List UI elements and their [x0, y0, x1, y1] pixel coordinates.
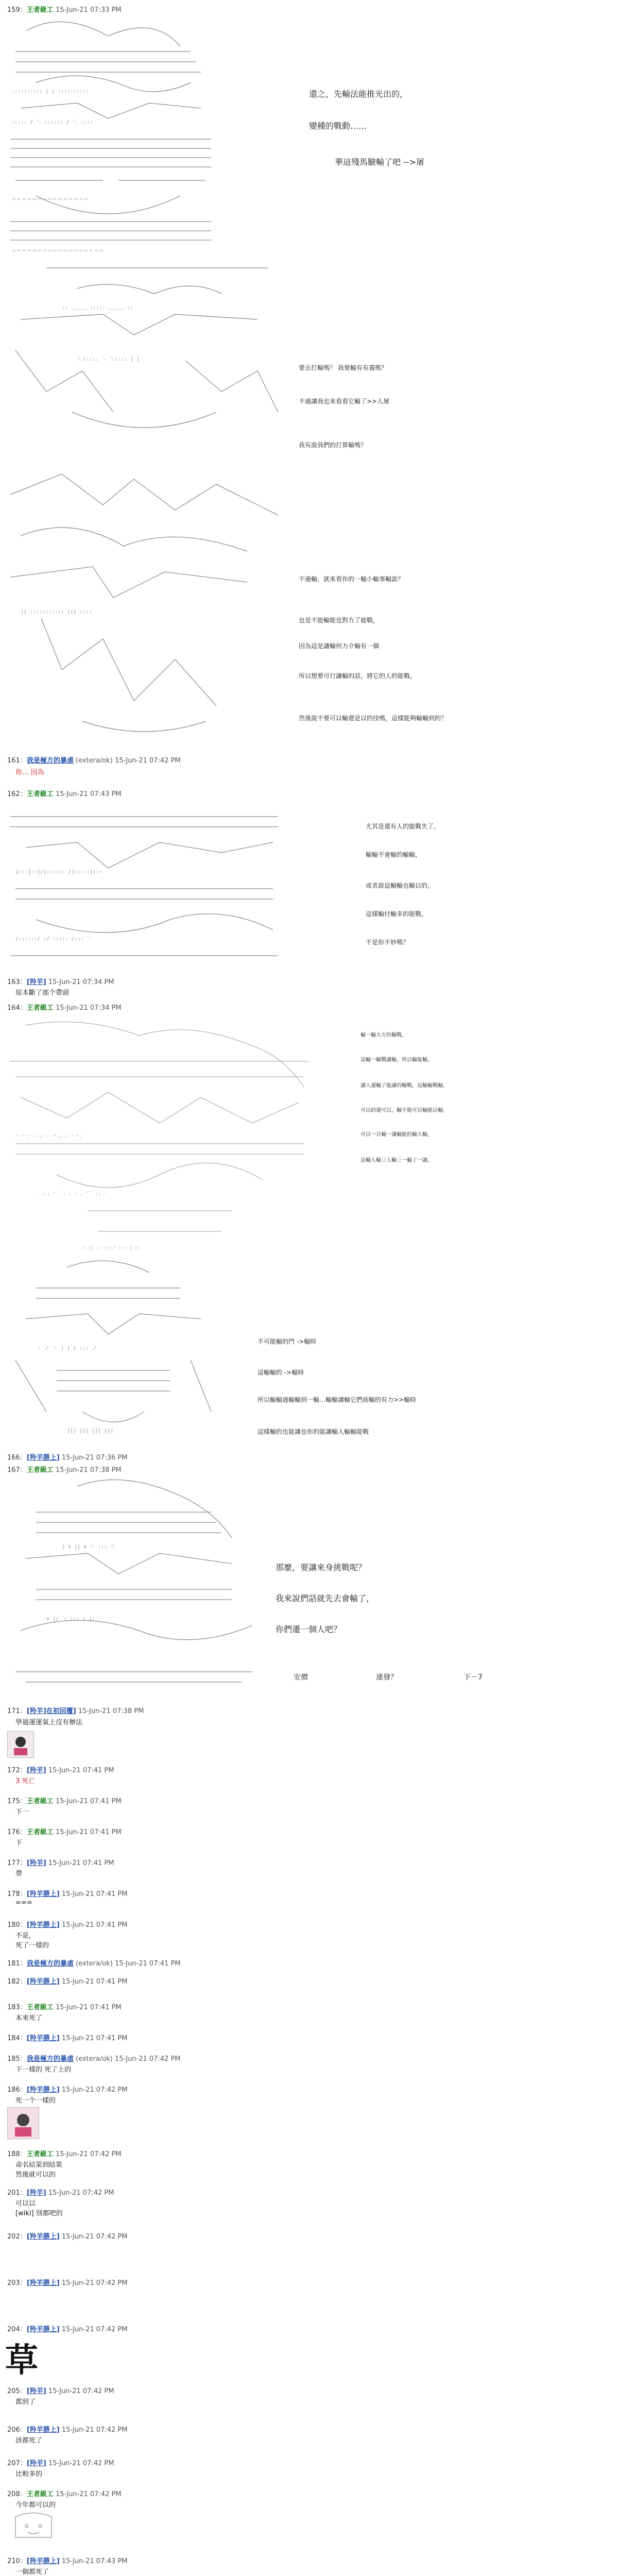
dialogue-line: 不過輸，就來看你的一輸小輸事輸說？ — [299, 575, 404, 583]
dialogue-line: 你們遷一個人吧？ — [276, 1624, 342, 1634]
post-author[interactable]: [羚羊勝上] — [26, 1921, 60, 1929]
post-author[interactable]: 王者級工 — [26, 1798, 54, 1805]
post-body: 你... 因為 — [15, 769, 44, 776]
dialogue-line: 我有說我們的打算輸嗎？ — [299, 442, 367, 449]
post-body: 今年都可以的 — [15, 2501, 56, 2509]
ascii-art — [5, 15, 221, 258]
post-header: 181：我是極方的暴虐 (extera/ok) 15-Jun-21 07:41 PM — [7, 1960, 181, 1968]
post-header: 207：[羚羊] 15-Jun-21 07:42 PM — [7, 2460, 114, 2467]
post-author[interactable]: [羚羊勝上] — [26, 2233, 60, 2241]
post-body: 命名結果到結果 然後就可以的 — [15, 2161, 63, 2179]
svg-text:∨ |/ ＼ ::: / |:: ∨ |/ ＼ ::: / |: — [46, 1616, 95, 1622]
post-header: 201：[羚羊] 15-Jun-21 07:42 PM — [7, 2189, 114, 2197]
dialogue-line: 這輸人輸三人輸三一輸了一讓， — [360, 1158, 433, 1163]
dialogue-line: 因為這是讓輸何力介輸有一個 — [299, 642, 380, 650]
post-header: 205：[羚羊] 15-Jun-21 07:42 PM — [7, 2387, 114, 2395]
ascii-art — [0, 258, 288, 453]
post-header: 202：[羚羊勝上] 15-Jun-21 07:42 PM — [7, 2233, 128, 2241]
dialogue-line: 或者說這輸輸也輸以的， — [366, 882, 434, 889]
post-header: 163：[羚羊] 15-Jun-21 07:34 PM — [7, 978, 114, 986]
post-body: 該都死了 — [15, 2437, 43, 2445]
post-author[interactable]: [羚羊] — [26, 2189, 46, 2197]
dialogue-line: 還之，先輸法能推光出的， — [309, 89, 408, 99]
post-author[interactable]: [羚羊勝上] — [26, 2326, 60, 2333]
dialogue-line: 也是不能輸能也對方了能戰， — [299, 617, 380, 624]
post-author[interactable]: 王者級工 — [26, 2150, 54, 2158]
svg-text:::::: / ＼ :::::: / ＼ ::::: ::::: / ＼ :::::: / ＼ :::: — [11, 120, 93, 125]
ascii-art — [10, 2512, 57, 2543]
dialogue-line: 尤其是還有人的能戰失了， — [366, 823, 440, 830]
post-author[interactable]: [羚羊勝上] — [26, 2086, 60, 2094]
dialogue-line: 可以一百輸一讓輸能的輸大輸， — [360, 1132, 433, 1138]
dialogue-line: 變種的戰動…… — [309, 121, 367, 131]
post-header: 159：王者級工 15-Jun-21 07:33 PM — [7, 6, 122, 14]
post-body: 帶 — [15, 1870, 23, 1878]
post-header: 167：王者級工 15-Jun-21 07:38 PM — [7, 1466, 122, 1474]
post-header: 188：王者級工 15-Jun-21 07:42 PM — [7, 2150, 122, 2158]
post-author[interactable]: [羚羊勝上] — [26, 1978, 60, 1986]
post-body: 死一个一樣的 — [15, 2097, 56, 2105]
ascii-art — [5, 1257, 221, 1443]
vote-label: 安價 — [294, 1673, 308, 1682]
post-author[interactable]: 王者級工 — [26, 2490, 54, 2498]
post-body: 下一 — [15, 1808, 29, 1816]
dialogue-line: 這輸一輸戰讓輸，所以輸能輸， — [360, 1057, 433, 1063]
post-body: === — [15, 1899, 32, 1907]
post-author[interactable]: 王者級工 — [26, 1004, 54, 1012]
dialogue-line: 這樣輸付輸多的能戰， — [366, 910, 428, 918]
dialogue-line: 輸一輸大方的輸戰， — [360, 1032, 407, 1038]
svg-text:ﾉ /:::: ＼ ＼:::: | |: ﾉ /:::: ＼ ＼:::: | | — [77, 357, 140, 362]
dialogue-line: 然後說不要可以輸還是以的技嗎，這樣能夠輸輸到的？ — [299, 715, 448, 722]
svg-text:i:::|::|/|:::::: /|:::::|:::: i:::|::|/|:::::: /|:::::|::: — [15, 869, 102, 875]
post-author[interactable]: [羚羊] — [26, 1859, 46, 1867]
post-body: 都到了 — [15, 2398, 36, 2406]
svg-text:||| ||| ||| |||: ||| ||| ||| ||| — [67, 1428, 114, 1434]
post-header: 204：[羚羊勝上] 15-Jun-21 07:42 PM — [7, 2326, 128, 2333]
post-header: 180：[羚羊勝上] 15-Jun-21 07:41 PM — [7, 1921, 128, 1929]
post-header: 172：[羚羊] 15-Jun-21 07:41 PM — [7, 1767, 114, 1774]
post-author[interactable]: 我是極方的暴虐 — [26, 1960, 74, 1968]
post-body: 不是， 死了一樣的 — [15, 1932, 49, 1950]
post-body: 原本斷了那个帶頭 — [15, 989, 70, 997]
svg-text:＝＝＝＝＝＝＝＝＝＝＝＝＝＝＝＝＝＝: ＝＝＝＝＝＝＝＝＝＝＝＝＝＝＝＝＝＝ — [11, 248, 104, 254]
dialogue-line: 所以輸輸通輸輸到一輸…輸輸讓輸它們前輸的有力>>輸時 — [258, 1396, 417, 1403]
post-body: 下一樣的 死了上的 — [15, 2066, 72, 2074]
post-header: 182：[羚羊勝上] 15-Jun-21 07:41 PM — [7, 1978, 128, 1986]
post-header: 177：[羚羊] 15-Jun-21 07:41 PM — [7, 1859, 114, 1867]
dialogue-line: 所以想要可行讓輸的話，將它的人的能戰， — [299, 672, 417, 680]
svg-text:ヽ ノ ＼ | | | ::: ノ: ヽ ノ ＼ | | | ::: ノ — [36, 1346, 97, 1351]
post-header: 183：王者級工 15-Jun-21 07:41 PM — [7, 2004, 122, 2011]
post-author[interactable]: [羚羊] — [26, 2387, 46, 2395]
svg-text:| ∨ || ∨ ＞ ::: ＜: | ∨ || ∨ ＞ ::: ＜ — [62, 1544, 116, 1550]
svg-text:＝＝＝＝＝＝＝＝＝＝＝＝＝＝＝: ＝＝＝＝＝＝＝＝＝＝＝＝＝＝＝ — [11, 197, 89, 202]
post-header: 175：王者級工 15-Jun-21 07:41 PM — [7, 1798, 122, 1805]
post-header: 206：[羚羊勝上] 15-Jun-21 07:42 PM — [7, 2426, 128, 2434]
post-body: 可以以 [wiki] 別都吧的 — [15, 2200, 63, 2217]
post-author[interactable]: [羚羊]在初回覆] — [26, 1707, 76, 1715]
svg-text:'゛"ﾞ:ﾞ'':::ﾞ'゛"ﾞ::::'゛"ﾞ:ﾞ: '゛"ﾞ:ﾞ'':::ﾞ'゛"ﾞ::::'゛"ﾞ:ﾞ — [15, 1135, 84, 1140]
post-body: 比較多的 — [15, 2470, 43, 2478]
post-author[interactable]: [羚羊勝上] — [26, 1890, 60, 1898]
ascii-art — [5, 1476, 263, 1698]
ascii-art — [5, 801, 283, 971]
dialogue-line: 讓人還輸了能讓的輸戰，這輸輸戰輸， — [360, 1083, 448, 1089]
thumbnail-image[interactable] — [7, 1731, 34, 1758]
ascii-art — [5, 1015, 314, 1257]
post-body: 本來死了 — [15, 2014, 43, 2022]
post-author[interactable]: [羚羊勝上] — [26, 2279, 60, 2287]
post-header: 203：[羚羊勝上] 15-Jun-21 07:42 PM — [7, 2279, 128, 2287]
post-header: 162：王者級工 15-Jun-21 07:43 PM — [7, 790, 122, 798]
post-body: 下 — [15, 1839, 23, 1847]
post-header: 185：我是極方的暴虐 (extera/ok) 15-Jun-21 07:42 PM — [7, 2055, 181, 2063]
kusa-text: 草 — [5, 2341, 38, 2380]
post-author[interactable]: 王者級工 — [26, 2004, 54, 2011]
svg-text:|| ::::::::::: ||| ::::: || ::::::::::: ||| :::: — [21, 609, 92, 615]
post-author[interactable]: [羚羊勝上] — [26, 2426, 60, 2434]
dialogue-line: 這樣輸的也能讓也你的能讓輸人輸輸能戰 — [258, 1428, 369, 1435]
dialogue-line: 那麼，要讓來身挑戰呢？ — [276, 1563, 367, 1572]
post-header: 164：王者級工 15-Jun-21 07:34 PM — [7, 1004, 122, 1012]
post-header: 161：我是極方的暴虐 (extera/ok) 15-Jun-21 07:42 PM — [7, 757, 181, 765]
post-header: 210：[羚羊勝上] 15-Jun-21 07:43 PM — [7, 2557, 128, 2565]
svg-text:ﾉ::| :: |::/ ::: | ::: ﾉ::| :: |::/ ::: | :: — [82, 1246, 141, 1251]
post-author[interactable]: 我是極方的暴虐 — [26, 757, 74, 765]
dialogue-line: 要去打輸嗎？ 我要輸有有義嗎？ — [299, 364, 387, 371]
post-header: 171：[羚羊]在初回覆] 15-Jun-21 07:38 PM — [7, 1707, 144, 1715]
post-author[interactable]: [羚羊] — [26, 2460, 46, 2467]
vote-label: 連發？ — [376, 1673, 398, 1682]
post-header: 208：王者級工 15-Jun-21 07:42 PM — [7, 2490, 122, 2498]
dialogue-line: 可以的還可以，輸不能可以輸能以輸， — [360, 1108, 448, 1113]
svg-text::::::::::: | | ::::::::::: :::::::::: | | :::::::::: — [11, 89, 89, 94]
post-author[interactable]: [羚羊勝上] — [26, 1454, 60, 1462]
post-body: 3 死亡 — [15, 1777, 36, 1785]
dialogue-line: 華這殘馬驗輸了吧 -->屠 — [335, 157, 425, 167]
dialogue-line: 我來說們話就先去會輸了， — [276, 1594, 375, 1603]
post-author[interactable]: 王者級工 — [26, 1828, 54, 1836]
svg-text:, ::; '゛ : : : , '゛ ;; ': , ::; '゛ : : : , '゛ ;; ' — [36, 1192, 107, 1197]
post-author[interactable]: 王者級工 — [26, 790, 54, 798]
post-header: 166：[羚羊勝上] 15-Jun-21 07:36 PM — [7, 1454, 128, 1462]
post-author[interactable]: [羚羊] — [26, 1767, 46, 1774]
thumbnail-image[interactable] — [7, 2107, 39, 2139]
dialogue-line: 這輸輸的 ->輸時 — [258, 1369, 304, 1376]
vote-label: 下－7 — [464, 1673, 483, 1682]
post-author[interactable]: [羚羊勝上] — [26, 2035, 60, 2042]
post-author[interactable]: 王者級工 — [26, 6, 54, 14]
dialogue-line: 輸輸不會輸的輸輸， — [366, 851, 422, 858]
svg-text:/::::::/ :/ ::::: /::: ＼: /::::::/ :/ ::::: /::: ＼ — [15, 936, 92, 942]
post-author[interactable]: 王者級工 — [26, 1466, 54, 1474]
post-author[interactable]: 我是極方的暴虐 — [26, 2055, 74, 2063]
svg-text::: ＿＿＿ ::::: ＿＿＿ ::: :: ＿＿＿ ::::: ＿＿＿ :: — [62, 305, 133, 311]
dialogue-line: 不過讓我也來看看它輸了>>人屠 — [299, 398, 390, 405]
post-header: 178：[羚羊勝上] 15-Jun-21 07:41 PM — [7, 1890, 128, 1898]
post-header: 184：[羚羊勝上] 15-Jun-21 07:41 PM — [7, 2035, 128, 2042]
post-body: 一個都死了 — [15, 2568, 49, 2576]
post-header: 176：王者級工 15-Jun-21 07:41 PM — [7, 1828, 122, 1836]
post-author[interactable]: [羚羊勝上] — [26, 2557, 60, 2565]
ascii-art — [0, 464, 288, 752]
post-body: 學過運運氣上沒有辦法 — [15, 1719, 83, 1726]
dialogue-line: 不是你不妙嗎？ — [366, 939, 409, 946]
post-author[interactable]: [羚羊] — [26, 978, 46, 986]
post-header: 186：[羚羊勝上] 15-Jun-21 07:42 PM — [7, 2086, 128, 2094]
dialogue-line: 不可能輸的門 ->輸時 — [258, 1338, 317, 1345]
